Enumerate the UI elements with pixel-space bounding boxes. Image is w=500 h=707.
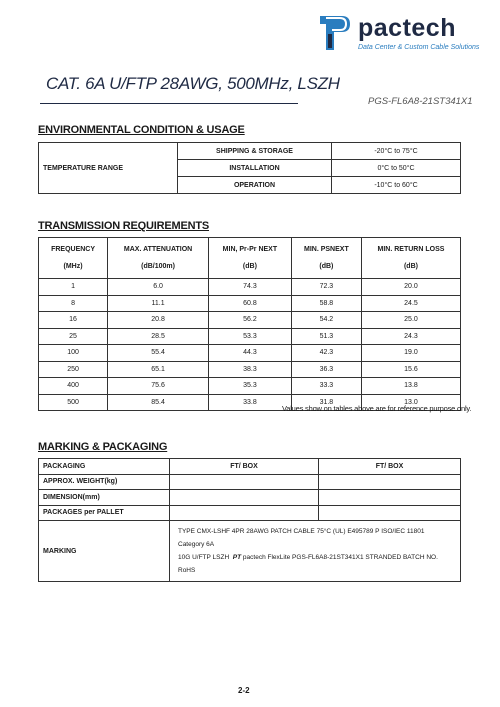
condition-cell: OPERATION — [178, 177, 332, 194]
table-cell: 20.0 — [361, 279, 460, 296]
table-cell: 16 — [39, 312, 108, 329]
table-cell: 1 — [39, 279, 108, 296]
table-cell: 60.8 — [209, 295, 292, 312]
header-cell: MIN, Pr-Pr NEXT (dB) — [209, 238, 292, 279]
header-cell: MIN. RETURN LOSS (dB) — [361, 238, 460, 279]
part-number: PGS-FL6A8-21ST341X1 — [368, 96, 473, 107]
title-divider — [40, 103, 298, 104]
table-cell: 13.0 — [361, 394, 460, 411]
condition-cell: SHIPPING & STORAGE — [178, 143, 332, 160]
value-cell: -20°C to 75°C — [332, 143, 461, 160]
table-row — [39, 295, 461, 312]
table-row — [39, 474, 461, 490]
value-cell: 0°C to 50°C — [332, 160, 461, 177]
table-row — [39, 345, 461, 362]
table-cell: 19.0 — [361, 345, 460, 362]
table-row — [39, 361, 461, 378]
marking-label: MARKING — [39, 521, 170, 582]
table-cell: 25 — [39, 328, 108, 345]
packaging-col1: FT/ BOX — [170, 459, 319, 475]
table-cell: 15.6 — [361, 361, 460, 378]
table-cell: 44.3 — [209, 345, 292, 362]
dimension-col2 — [319, 490, 461, 506]
packaging-col2: FT/ BOX — [319, 459, 461, 475]
table-cell: 500 — [39, 394, 108, 411]
environmental-heading: ENVIRONMENTAL CONDITION & USAGE — [38, 124, 245, 136]
brand-name: pactech — [358, 14, 456, 42]
reference-note: Values show on tables above are for reference purpose only. — [282, 404, 472, 413]
table-cell: 11.1 — [108, 295, 209, 312]
header-cell: MAX. ATTENUATION (dB/100m) — [108, 238, 209, 279]
transmission-table — [38, 237, 461, 411]
table-cell: 400 — [39, 378, 108, 395]
table-cell: 65.1 — [108, 361, 209, 378]
table-cell: 24.5 — [361, 295, 460, 312]
page-number: 2-2 — [238, 686, 250, 695]
table-row — [39, 279, 461, 296]
header-cell: FREQUENCY (MHz) — [39, 238, 108, 279]
table-cell: 51.3 — [291, 328, 361, 345]
pt-logo-icon: PT — [232, 554, 242, 561]
table-cell: 58.8 — [291, 295, 361, 312]
table-row — [39, 328, 461, 345]
transmission-heading: TRANSMISSION REQUIREMENTS — [38, 220, 210, 232]
table-cell: 33.3 — [291, 378, 361, 395]
marking-table — [38, 458, 461, 582]
table-cell: 31.8 — [291, 394, 361, 411]
temperature-range-label: TEMPERATURE RANGE — [39, 143, 178, 194]
table-row — [39, 505, 461, 521]
table-cell: 6.0 — [108, 279, 209, 296]
weight-col1 — [170, 474, 319, 490]
header-cell: MIN. PSNEXT (dB) — [291, 238, 361, 279]
table-cell: 72.3 — [291, 279, 361, 296]
table-cell: 24.3 — [361, 328, 460, 345]
table-cell: 8 — [39, 295, 108, 312]
table-cell: 13.8 — [361, 378, 460, 395]
table-row — [39, 521, 461, 582]
table-cell: 74.3 — [209, 279, 292, 296]
document-title: CAT. 6A U/FTP 28AWG, 500MHz, LSZH — [46, 74, 340, 93]
table-cell: 54.2 — [291, 312, 361, 329]
table-row — [39, 378, 461, 395]
pallet-label: PACKAGES per PALLET — [39, 505, 170, 521]
condition-cell: INSTALLATION — [178, 160, 332, 177]
pactech-logo-icon — [318, 12, 352, 54]
table-cell: 33.8 — [209, 394, 292, 411]
table-cell: 38.3 — [209, 361, 292, 378]
packaging-label: PACKAGING — [39, 459, 170, 475]
table-row — [39, 459, 461, 475]
pallet-col1 — [170, 505, 319, 521]
weight-col2 — [319, 474, 461, 490]
brand-tagline: Data Center & Custom Cable Solutions — [358, 44, 480, 51]
pallet-col2 — [319, 505, 461, 521]
table-cell: 250 — [39, 361, 108, 378]
table-row — [39, 490, 461, 506]
marking-heading: MARKING & PACKAGING — [38, 441, 168, 453]
table-cell: 53.3 — [209, 328, 292, 345]
dimension-col1 — [170, 490, 319, 506]
value-cell: -10°C to 60°C — [332, 177, 461, 194]
dimension-label: DIMENSION(mm) — [39, 490, 170, 506]
table-cell: 36.3 — [291, 361, 361, 378]
environmental-table — [38, 142, 461, 194]
table-cell: 35.3 — [209, 378, 292, 395]
table-cell: 55.4 — [108, 345, 209, 362]
table-cell: 56.2 — [209, 312, 292, 329]
table-row — [39, 312, 461, 329]
table-cell: 75.6 — [108, 378, 209, 395]
table-cell: 20.8 — [108, 312, 209, 329]
table-header-row — [39, 238, 461, 279]
weight-label: APPROX. WEIGHT(kg) — [39, 474, 170, 490]
marking-text: TYPE CMX-LSHF 4PR 28AWG PATCH CABLE 75°C (UL) E495789 P ISO/IEC 11801 Category 6A 10G U/FTP LSZH PT pactech FlexLite PGS-FL6A8-21ST341X1 STRANDED BATCH NO. RoHS — [170, 521, 461, 582]
table-cell: 25.0 — [361, 312, 460, 329]
table-cell: 85.4 — [108, 394, 209, 411]
table-cell: 42.3 — [291, 345, 361, 362]
table-cell: 100 — [39, 345, 108, 362]
table-cell: 28.5 — [108, 328, 209, 345]
table-row — [39, 143, 461, 160]
